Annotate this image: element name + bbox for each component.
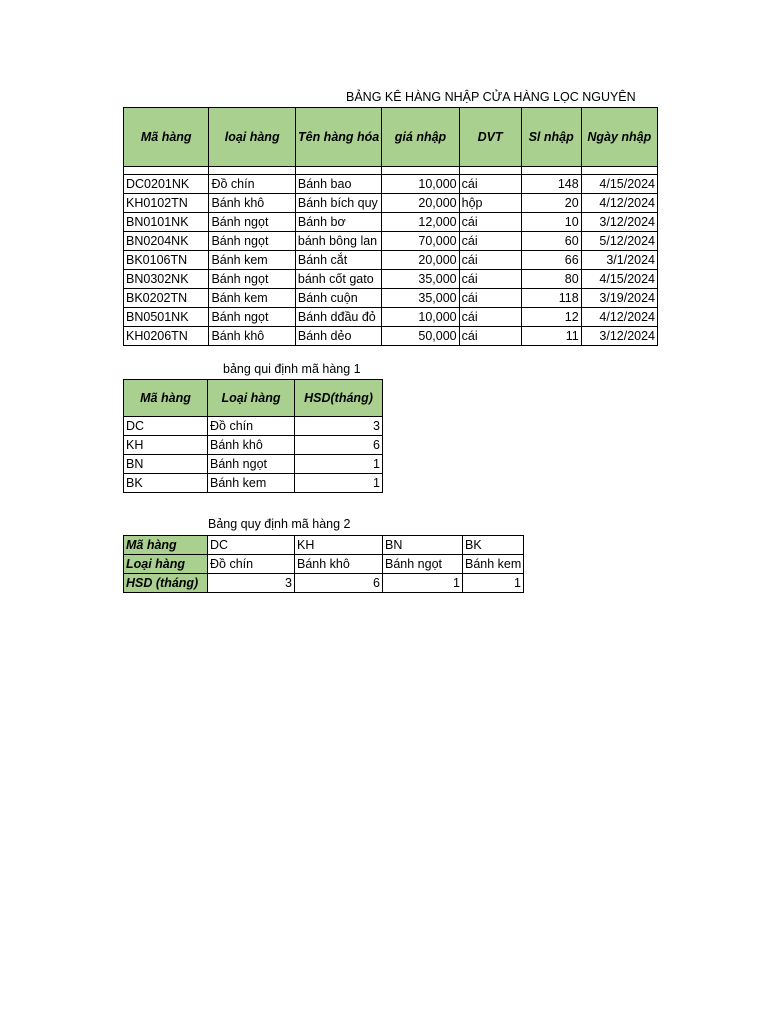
rule-table-1-title: bảng qui định mã hàng 1 — [223, 362, 361, 376]
cell-ma-hang[interactable]: KH0206TN — [124, 327, 209, 346]
cell-ten-hang[interactable]: bánh bông lan — [295, 232, 381, 251]
cell-ngay-nhap[interactable]: 4/15/2024 — [581, 175, 657, 194]
cell-dvt[interactable]: cái — [459, 232, 521, 251]
cell-loai-hang[interactable]: Bánh ngọt — [209, 213, 295, 232]
header-ma-hang[interactable]: Mã hàng — [124, 380, 208, 417]
row-hsd — [124, 574, 524, 593]
table-cell[interactable]: Bánh khô — [295, 555, 383, 574]
rule-table-1 — [123, 379, 383, 493]
table-row — [124, 270, 658, 289]
cell-ma-hang[interactable]: DC0201NK — [124, 175, 209, 194]
table-cell[interactable]: 1 — [383, 574, 463, 593]
cell-gia-nhap[interactable]: 35,000 — [382, 289, 459, 308]
cell-ngay-nhap[interactable]: 4/12/2024 — [581, 308, 657, 327]
cell-ma-hang[interactable]: BN0501NK — [124, 308, 209, 327]
cell-sl-nhap[interactable]: 11 — [521, 327, 581, 346]
cell-ma-hang[interactable]: BN0204NK — [124, 232, 209, 251]
cell-ngay-nhap[interactable]: 3/12/2024 — [581, 327, 657, 346]
table-header-row — [124, 380, 383, 417]
cell-gia-nhap[interactable]: 12,000 — [382, 213, 459, 232]
header-hsd[interactable]: HSD(tháng) — [295, 380, 383, 417]
cell-loai-hang[interactable]: Bánh ngọt — [209, 232, 295, 251]
cell-ten-hang[interactable]: Bánh cuộn — [295, 289, 381, 308]
table-row — [124, 417, 383, 436]
table-row — [124, 289, 658, 308]
cell-gia-nhap[interactable]: 10,000 — [382, 175, 459, 194]
table-row — [124, 327, 658, 346]
spacer-cell[interactable] — [521, 167, 581, 175]
cell-ma-hang[interactable]: BK0202TN — [124, 289, 209, 308]
table-cell[interactable]: BN — [383, 536, 463, 555]
row-label[interactable]: Loại hàng — [124, 555, 208, 574]
spacer-row — [124, 167, 658, 175]
cell-loai-hang[interactable]: Bánh khô — [209, 194, 295, 213]
spacer-cell[interactable] — [581, 167, 657, 175]
table-cell[interactable]: Đồ chín — [208, 555, 295, 574]
table-row — [124, 436, 383, 455]
row-loai-hang — [124, 555, 524, 574]
cell-ma-hang[interactable]: BK0106TN — [124, 251, 209, 270]
header-ngay-nhap[interactable]: Ngày nhập — [581, 108, 657, 167]
spacer-cell[interactable] — [124, 167, 209, 175]
spacer-cell[interactable] — [459, 167, 521, 175]
cell-ngay-nhap[interactable]: 3/1/2024 — [581, 251, 657, 270]
cell-ten-hang[interactable]: Bánh bao — [295, 175, 381, 194]
table-cell[interactable]: DC — [208, 536, 295, 555]
table-cell[interactable]: 6 — [295, 574, 383, 593]
table-row — [124, 213, 658, 232]
cell-dvt[interactable]: cái — [459, 308, 521, 327]
cell-sl-nhap[interactable]: 12 — [521, 308, 581, 327]
table-row — [124, 308, 658, 327]
spacer-cell[interactable] — [382, 167, 459, 175]
rule-table-2 — [123, 535, 524, 593]
header-dvt[interactable]: DVT — [459, 108, 521, 167]
rule-table-2-body — [124, 536, 524, 593]
header-gia-nhap[interactable]: giá nhập — [382, 108, 459, 167]
table-row — [124, 455, 383, 474]
cell-gia-nhap[interactable]: 50,000 — [382, 327, 459, 346]
table-cell[interactable]: BK — [463, 536, 524, 555]
cell-ngay-nhap[interactable]: 5/12/2024 — [581, 232, 657, 251]
cell-loai-hang[interactable]: Bánh kem — [209, 289, 295, 308]
table-cell[interactable]: 3 — [208, 574, 295, 593]
table-row — [124, 232, 658, 251]
cell-ma-hang[interactable]: BK — [124, 474, 208, 493]
cell-hsd[interactable]: 6 — [295, 436, 383, 455]
cell-sl-nhap[interactable]: 60 — [521, 232, 581, 251]
cell-ma-hang[interactable]: BN0302NK — [124, 270, 209, 289]
spacer-cell[interactable] — [209, 167, 295, 175]
cell-hsd[interactable]: 3 — [295, 417, 383, 436]
cell-loai-hang[interactable]: Bánh kem — [209, 251, 295, 270]
table-cell[interactable]: 1 — [463, 574, 524, 593]
header-loai-hang[interactable]: loại hàng — [209, 108, 295, 167]
cell-ma-hang[interactable]: BN — [124, 455, 208, 474]
cell-dvt[interactable]: hộp — [459, 194, 521, 213]
table-cell[interactable]: KH — [295, 536, 383, 555]
cell-loai-hang[interactable]: Bánh khô — [208, 436, 295, 455]
cell-dvt[interactable]: cái — [459, 213, 521, 232]
header-loai-hang[interactable]: Loại hàng — [208, 380, 295, 417]
spacer-cell[interactable] — [295, 167, 381, 175]
table-header-row — [124, 108, 658, 167]
table-cell[interactable]: Bánh kem — [463, 555, 524, 574]
cell-dvt[interactable]: cái — [459, 289, 521, 308]
cell-ngay-nhap[interactable]: 4/12/2024 — [581, 194, 657, 213]
cell-loai-hang[interactable]: Bánh kem — [208, 474, 295, 493]
cell-sl-nhap[interactable]: 118 — [521, 289, 581, 308]
header-ten-hang-hoa[interactable]: Tên hàng hóa — [295, 108, 381, 167]
cell-ten-hang[interactable]: Bánh bơ — [295, 213, 381, 232]
cell-ten-hang[interactable]: bánh cốt gato — [295, 270, 381, 289]
cell-dvt[interactable]: cái — [459, 251, 521, 270]
cell-gia-nhap[interactable]: 10,000 — [382, 308, 459, 327]
cell-ten-hang[interactable]: Bánh dđầu đỏ — [295, 308, 381, 327]
table-row — [124, 194, 658, 213]
row-label[interactable]: HSD (tháng) — [124, 574, 208, 593]
table-cell[interactable]: Bánh ngọt — [383, 555, 463, 574]
cell-sl-nhap[interactable]: 148 — [521, 175, 581, 194]
cell-ngay-nhap[interactable]: 4/15/2024 — [581, 270, 657, 289]
rule-table-1-body — [124, 417, 383, 493]
cell-sl-nhap[interactable]: 10 — [521, 213, 581, 232]
cell-sl-nhap[interactable]: 80 — [521, 270, 581, 289]
cell-ten-hang[interactable]: Bánh cắt — [295, 251, 381, 270]
cell-loai-hang[interactable]: Đồ chín — [208, 417, 295, 436]
cell-ten-hang[interactable]: Bánh bích quy — [295, 194, 381, 213]
main-table-body — [124, 175, 658, 346]
cell-dvt[interactable]: cái — [459, 270, 521, 289]
row-ma-hang — [124, 536, 524, 555]
cell-sl-nhap[interactable]: 66 — [521, 251, 581, 270]
cell-gia-nhap[interactable]: 20,000 — [382, 251, 459, 270]
table-row — [124, 251, 658, 270]
cell-sl-nhap[interactable]: 20 — [521, 194, 581, 213]
row-label[interactable]: Mã hàng — [124, 536, 208, 555]
rule-table-2-title: Bảng quy định mã hàng 2 — [208, 517, 351, 531]
cell-loai-hang[interactable]: Đồ chín — [209, 175, 295, 194]
cell-gia-nhap[interactable]: 35,000 — [382, 270, 459, 289]
cell-dvt[interactable]: cái — [459, 327, 521, 346]
import-list-table — [123, 107, 658, 346]
cell-hsd[interactable]: 1 — [295, 455, 383, 474]
main-table-title: BẢNG KÊ HÀNG NHẬP CỬA HÀNG LỌC NGUYÊN — [346, 90, 636, 104]
cell-ma-hang[interactable]: DC — [124, 417, 208, 436]
header-sl-nhap[interactable]: Sl nhập — [521, 108, 581, 167]
cell-gia-nhap[interactable]: 20,000 — [382, 194, 459, 213]
cell-hsd[interactable]: 1 — [295, 474, 383, 493]
cell-gia-nhap[interactable]: 70,000 — [382, 232, 459, 251]
cell-loai-hang[interactable]: Bánh khô — [209, 327, 295, 346]
cell-ngay-nhap[interactable]: 3/19/2024 — [581, 289, 657, 308]
cell-ma-hang[interactable]: KH — [124, 436, 208, 455]
cell-ma-hang[interactable]: BN0101NK — [124, 213, 209, 232]
header-ma-hang[interactable]: Mã hàng — [124, 108, 209, 167]
cell-loai-hang[interactable]: Bánh ngọt — [209, 308, 295, 327]
cell-ngay-nhap[interactable]: 3/12/2024 — [581, 213, 657, 232]
cell-loai-hang[interactable]: Bánh ngọt — [209, 270, 295, 289]
table-row — [124, 175, 658, 194]
cell-ten-hang[interactable]: Bánh dẻo — [295, 327, 381, 346]
table-row — [124, 474, 383, 493]
cell-loai-hang[interactable]: Bánh ngọt — [208, 455, 295, 474]
cell-ma-hang[interactable]: KH0102TN — [124, 194, 209, 213]
cell-dvt[interactable]: cái — [459, 175, 521, 194]
